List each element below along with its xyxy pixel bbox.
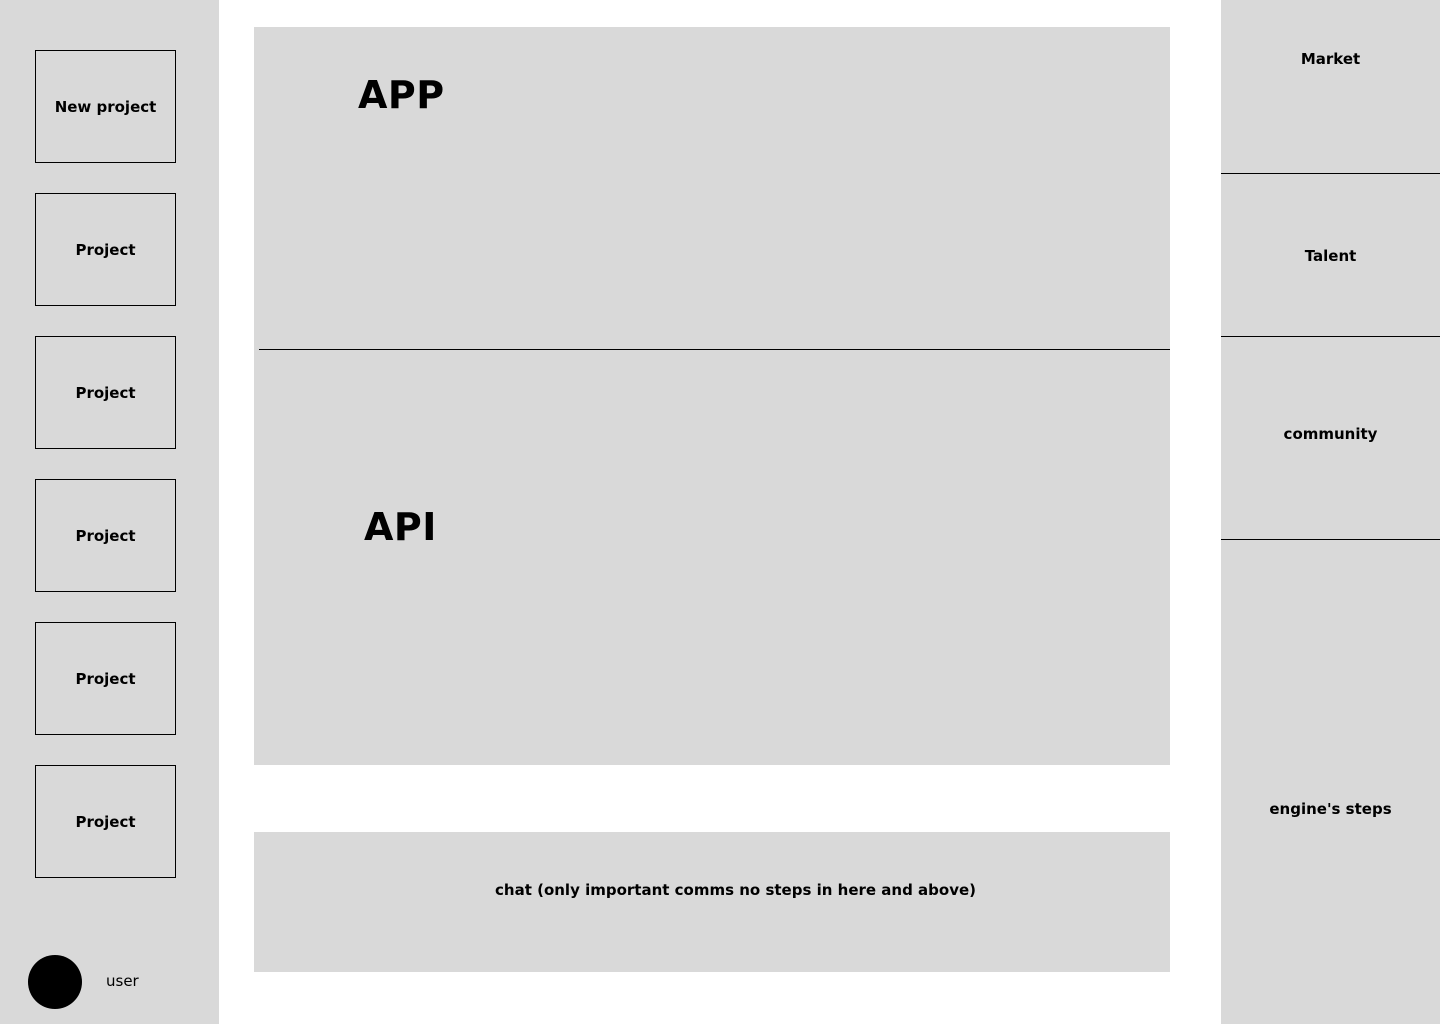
project-label: Project [75,669,136,688]
new-project-button[interactable] [35,50,176,163]
project-label: Project [75,383,136,402]
project-tile[interactable] [35,479,176,592]
project-tile[interactable] [35,765,176,878]
new-project-label: New project [54,97,157,116]
right-sidebar [1221,0,1440,1024]
project-tile[interactable] [35,336,176,449]
nav-divider [1221,336,1440,337]
project-tile[interactable] [35,622,176,735]
nav-item-market[interactable]: Market [1300,50,1361,68]
chat-panel[interactable] [254,832,1170,972]
nav-divider [1221,173,1440,174]
api-section-title: API [364,505,437,549]
chat-label: chat (only important comms no steps in here and above) [495,881,977,899]
project-label: Project [75,812,136,831]
nav-item-community[interactable]: community [1283,425,1378,443]
user-label: user [106,972,139,990]
main-panel [254,27,1170,765]
project-label: Project [75,526,136,545]
nav-item-engine-steps[interactable]: engine's steps [1269,800,1392,818]
user-avatar[interactable] [28,955,82,1009]
project-label: Project [75,240,136,259]
nav-item-talent[interactable]: Talent [1304,247,1357,265]
app-section-title: APP [358,73,445,117]
project-tile[interactable] [35,193,176,306]
section-divider [259,349,1170,350]
left-sidebar [0,0,219,1024]
nav-divider [1221,539,1440,540]
